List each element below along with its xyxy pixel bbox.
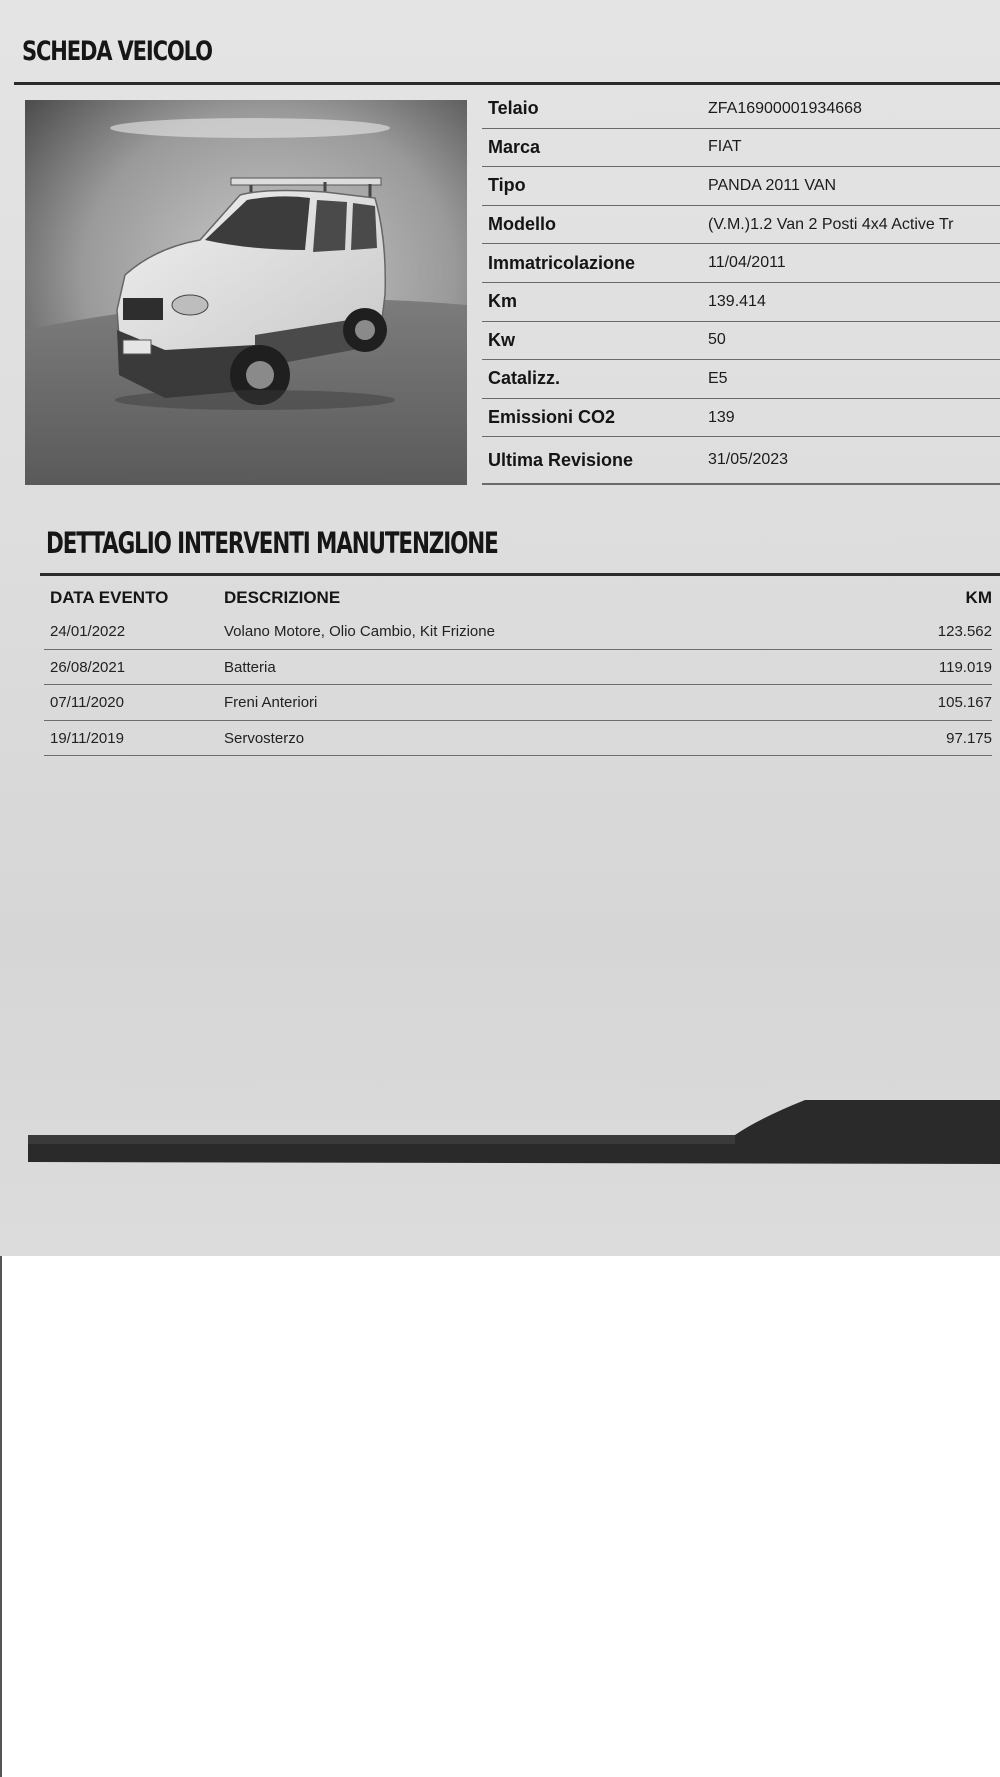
spec-label: Km — [488, 291, 518, 312]
spec-label: Emissioni CO2 — [488, 407, 616, 428]
footer-band — [0, 1090, 1000, 1170]
spec-row-immatricolazione — [482, 244, 1000, 283]
spec-label: Immatricolazione — [488, 252, 636, 273]
spec-row-revisione — [482, 437, 1000, 485]
spec-row-km — [482, 283, 1000, 322]
spec-value: 139.414 — [708, 292, 766, 310]
spec-value: E5 — [708, 369, 728, 387]
vehicle-photo — [25, 100, 467, 485]
table-row — [44, 721, 992, 757]
spec-label: Catalizz. — [488, 368, 561, 389]
row-km: 97.175 — [946, 729, 992, 747]
maintenance-header-row — [44, 580, 992, 614]
row-date: 24/01/2022 — [50, 623, 126, 640]
spec-row-catalizz — [482, 360, 1000, 399]
car-image — [25, 100, 467, 485]
spec-row-emissioni — [482, 399, 1000, 438]
spec-row-tipo — [482, 167, 1000, 206]
row-description: Servosterzo — [224, 729, 305, 747]
row-date: 26/08/2021 — [50, 658, 126, 676]
table-row — [44, 614, 992, 650]
maintenance-table — [44, 580, 992, 756]
row-km: 123.562 — [937, 623, 992, 640]
spec-value: PANDA 2011 VAN — [708, 176, 837, 194]
table-row — [44, 650, 992, 686]
spec-value: 50 — [708, 331, 726, 349]
spec-value: 31/05/2023 — [708, 451, 789, 469]
spec-row-modello — [482, 206, 1000, 245]
spec-row-kw — [482, 322, 1000, 361]
maintenance-title: DETTAGLIO INTERVENTI MANUTENZIONE — [46, 526, 498, 560]
table-row — [44, 685, 992, 721]
spec-value: 11/04/2011 — [708, 254, 786, 272]
spec-value: 139 — [708, 408, 735, 426]
spec-label: Modello — [488, 214, 556, 235]
row-description: Freni Anteriori — [224, 694, 318, 711]
vehicle-spec-table — [482, 90, 1000, 485]
spec-row-marca — [482, 129, 1000, 168]
spec-label: Kw — [488, 329, 515, 350]
row-km: 119.019 — [938, 658, 992, 676]
row-date: 19/11/2019 — [50, 729, 124, 747]
spec-row-telaio — [482, 90, 1000, 129]
row-date: 07/11/2020 — [50, 694, 124, 711]
spec-value: (V.M.)1.2 Van 2 Posti 4x4 Active Tr — [708, 215, 954, 233]
header-description: DESCRIZIONE — [224, 588, 341, 607]
spec-label: Telaio — [488, 98, 539, 119]
header-date: DATA EVENTO — [50, 588, 169, 607]
spec-value: ZFA16900001934668 — [708, 99, 862, 117]
row-description: Volano Motore, Olio Cambio, Kit Frizione — [224, 623, 495, 640]
spec-value: FIAT — [708, 138, 742, 156]
spec-label: Ultima Revisione — [488, 449, 634, 470]
title-divider — [14, 82, 1000, 85]
row-km: 105.167 — [937, 694, 992, 711]
sheet-title: SCHEDA VEICOLO — [22, 36, 212, 67]
row-description: Batteria — [224, 658, 276, 676]
page-edge — [0, 1256, 2, 1777]
spec-label: Tipo — [488, 175, 526, 196]
header-km: KM — [965, 588, 992, 607]
maintenance-divider — [40, 573, 1000, 576]
spec-label: Marca — [488, 136, 541, 157]
